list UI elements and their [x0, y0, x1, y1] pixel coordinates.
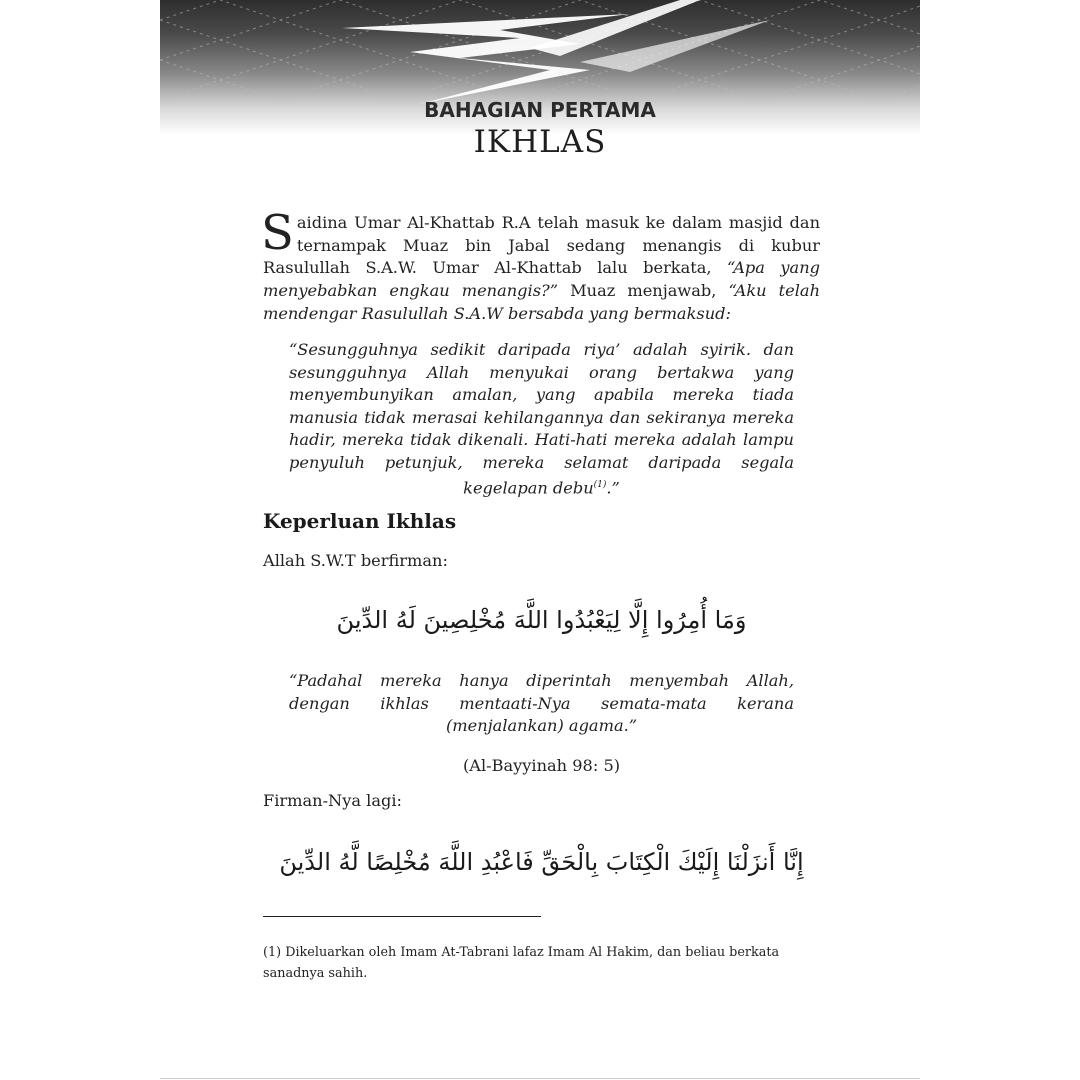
hadith-quote [289, 339, 794, 500]
intro-paragraph [261, 205, 820, 326]
chapter-title: IKHLAS [473, 124, 607, 160]
intro-quote-2: “Aku telah mendengar Rasulullah S.A.W bersabda yang bermaksud: [263, 281, 820, 323]
intro-quote-1: “Apa yang menyebabkan engkau menangis?” [263, 258, 820, 301]
hadith-text-end: .” [606, 478, 620, 498]
footnote-marker[interactable]: (1) [593, 480, 607, 490]
section-heading: Keperluan Ikhlas [263, 509, 457, 533]
verse-translation-1: “Padahal mereka hanya diperintah menyembah Allah, dengan ikhlas mentaati-Nya semata-mata kerana (menjalankan) agama.” [289, 671, 794, 735]
hadith-text: “Sesungguhnya sedikit daripada riya’ adalah syirik. dan sesungguhnya Allah menyukai orang bertakwa yang menyembunyikan amalan, yang apabila mereka tiada manusia tidak merasai kehilangannya dan sekiranya mereka hadir, mereka tidak dikenali. Hati-hati mereka adalah lampu penyuluh petunjuk, mereka selamat daripada segala kegelapan debu [289, 340, 794, 498]
footnote: (1) Dikeluarkan oleh Imam At-Tabrani lafaz Imam Al Hakim, dan beliau berkata sanadnya sahih. [263, 945, 780, 981]
arabic-verse-2: إِنَّا أَنزَلْنَا إِلَيْكَ الْكِتَابَ بِالْحَقِّ فَاعْبُدِ اللَّهَ مُخْلِصًا لَّهُ الدِّينَ [279, 848, 804, 876]
drop-cap: S [261, 205, 294, 261]
book-page [160, 0, 920, 1080]
arabic-verse-1: وَمَا أُمِرُوا إِلَّا لِيَعْبُدُوا اللَّهَ مُخْلِصِينَ لَهُ الدِّينَ [336, 606, 747, 634]
footnote-divider [263, 916, 541, 917]
intro-text-2: Muaz menjawab, [558, 281, 729, 301]
lead-in-2: Firman-Nya lagi: [263, 791, 402, 810]
intro-text-1: aidina Umar Al-Khattab R.A telah masuk ke dalam masjid dan ternampak Muaz bin Jabal sedang menangis di kubur Rasulullah S.A.W. Umar Al-Khattab lalu berkata, [263, 213, 820, 278]
verse-reference-1: (Al-Bayyinah 98: 5) [462, 756, 621, 775]
page-bottom-edge [160, 1078, 920, 1079]
lead-in-1: Allah S.W.T berfirman: [263, 551, 448, 570]
part-label: BAHAGIAN PERTAMA [424, 98, 656, 122]
